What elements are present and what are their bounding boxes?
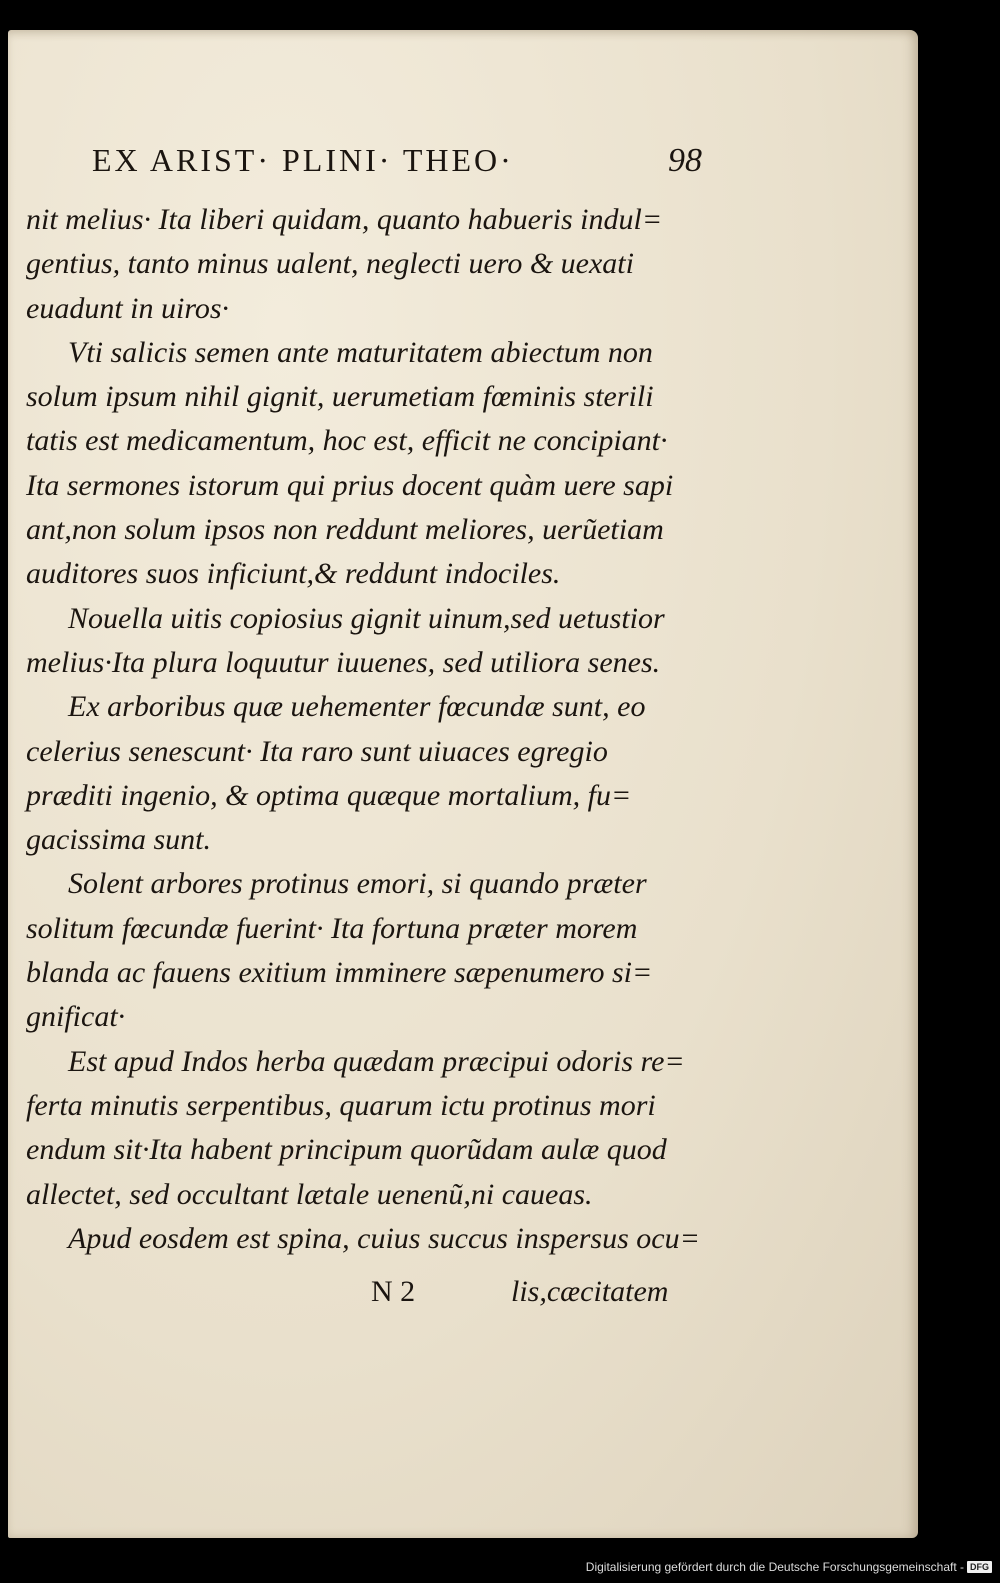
- text-line: præditi ingenio, & optima quæque mortalium, fu=: [26, 778, 632, 812]
- dfg-logo-icon: DFG: [967, 1561, 992, 1573]
- text-line: Nouella uitis copiosius gignit uinum,sed uetustior: [68, 601, 665, 635]
- credit-text: Digitalisierung gefördert durch die Deutsche Forschungsgemeinschaft -: [585, 1560, 964, 1574]
- signature-mark: N 2: [371, 1275, 416, 1308]
- body-text: [26, 198, 706, 1261]
- text-line: blanda ac fauens exitium imminere sæpenumero si=: [26, 956, 653, 990]
- text-line: Ita sermones istorum qui prius docent quàm uere sapi: [26, 468, 674, 502]
- running-title: EX ARIST· PLINI· THEO·: [92, 142, 514, 178]
- text-line: melius·Ita plura loquutur iuuenes, sed utiliora senes.: [26, 645, 661, 679]
- text-line: Vti salicis semen ante maturitatem abiectum non: [68, 335, 653, 369]
- digitization-credit: [586, 1557, 992, 1577]
- text-line: ferta minutis serpentibus, quarum ictu protinus mori: [26, 1088, 656, 1122]
- text-line: gacissima sunt.: [26, 823, 212, 857]
- text-line: euadunt in uiros·: [26, 291, 230, 325]
- text-line: celerius senescunt· Ita raro sunt uiuaces egregio: [26, 734, 608, 768]
- text-line: Apud eosdem est spina, cuius succus inspersus ocu=: [68, 1221, 700, 1255]
- text-line: allectet, sed occultant lætale uenenũ,ni caueas.: [26, 1177, 593, 1211]
- text-line: Est apud Indos herba quædam præcipui odoris re=: [68, 1044, 685, 1078]
- page-header: [92, 142, 702, 192]
- text-line: tatis est medicamentum, hoc est, efficit ne concipiant·: [26, 424, 668, 458]
- catchword: lis,cæcitatem: [511, 1275, 669, 1308]
- text-line: endum sit·Ita habent principum quorũdam aulæ quod: [26, 1133, 667, 1167]
- page-number: 98: [668, 142, 702, 179]
- text-line: auditores suos inficiunt,& reddunt indociles.: [26, 557, 561, 591]
- text-line: Solent arbores protinus emori, si quando præter: [68, 867, 647, 901]
- text-line: gnificat·: [26, 1000, 126, 1034]
- text-line: nit melius· Ita liberi quidam, quanto habueris indul=: [26, 203, 663, 236]
- page-foot: [26, 1270, 706, 1314]
- text-line: ant,non solum ipsos non reddunt meliores, uerũetiam: [26, 513, 664, 547]
- text-line: Ex arboribus quæ uehementer fœcundæ sunt, eo: [68, 690, 646, 724]
- text-line: gentius, tanto minus ualent, neglecti uero & uexati: [26, 247, 634, 281]
- book-page: [8, 30, 918, 1538]
- text-line: solitum fœcundæ fuerint· Ita fortuna præter morem: [26, 911, 638, 945]
- text-line: solum ipsum nihil gignit, uerumetiam fœminis sterili: [26, 380, 654, 414]
